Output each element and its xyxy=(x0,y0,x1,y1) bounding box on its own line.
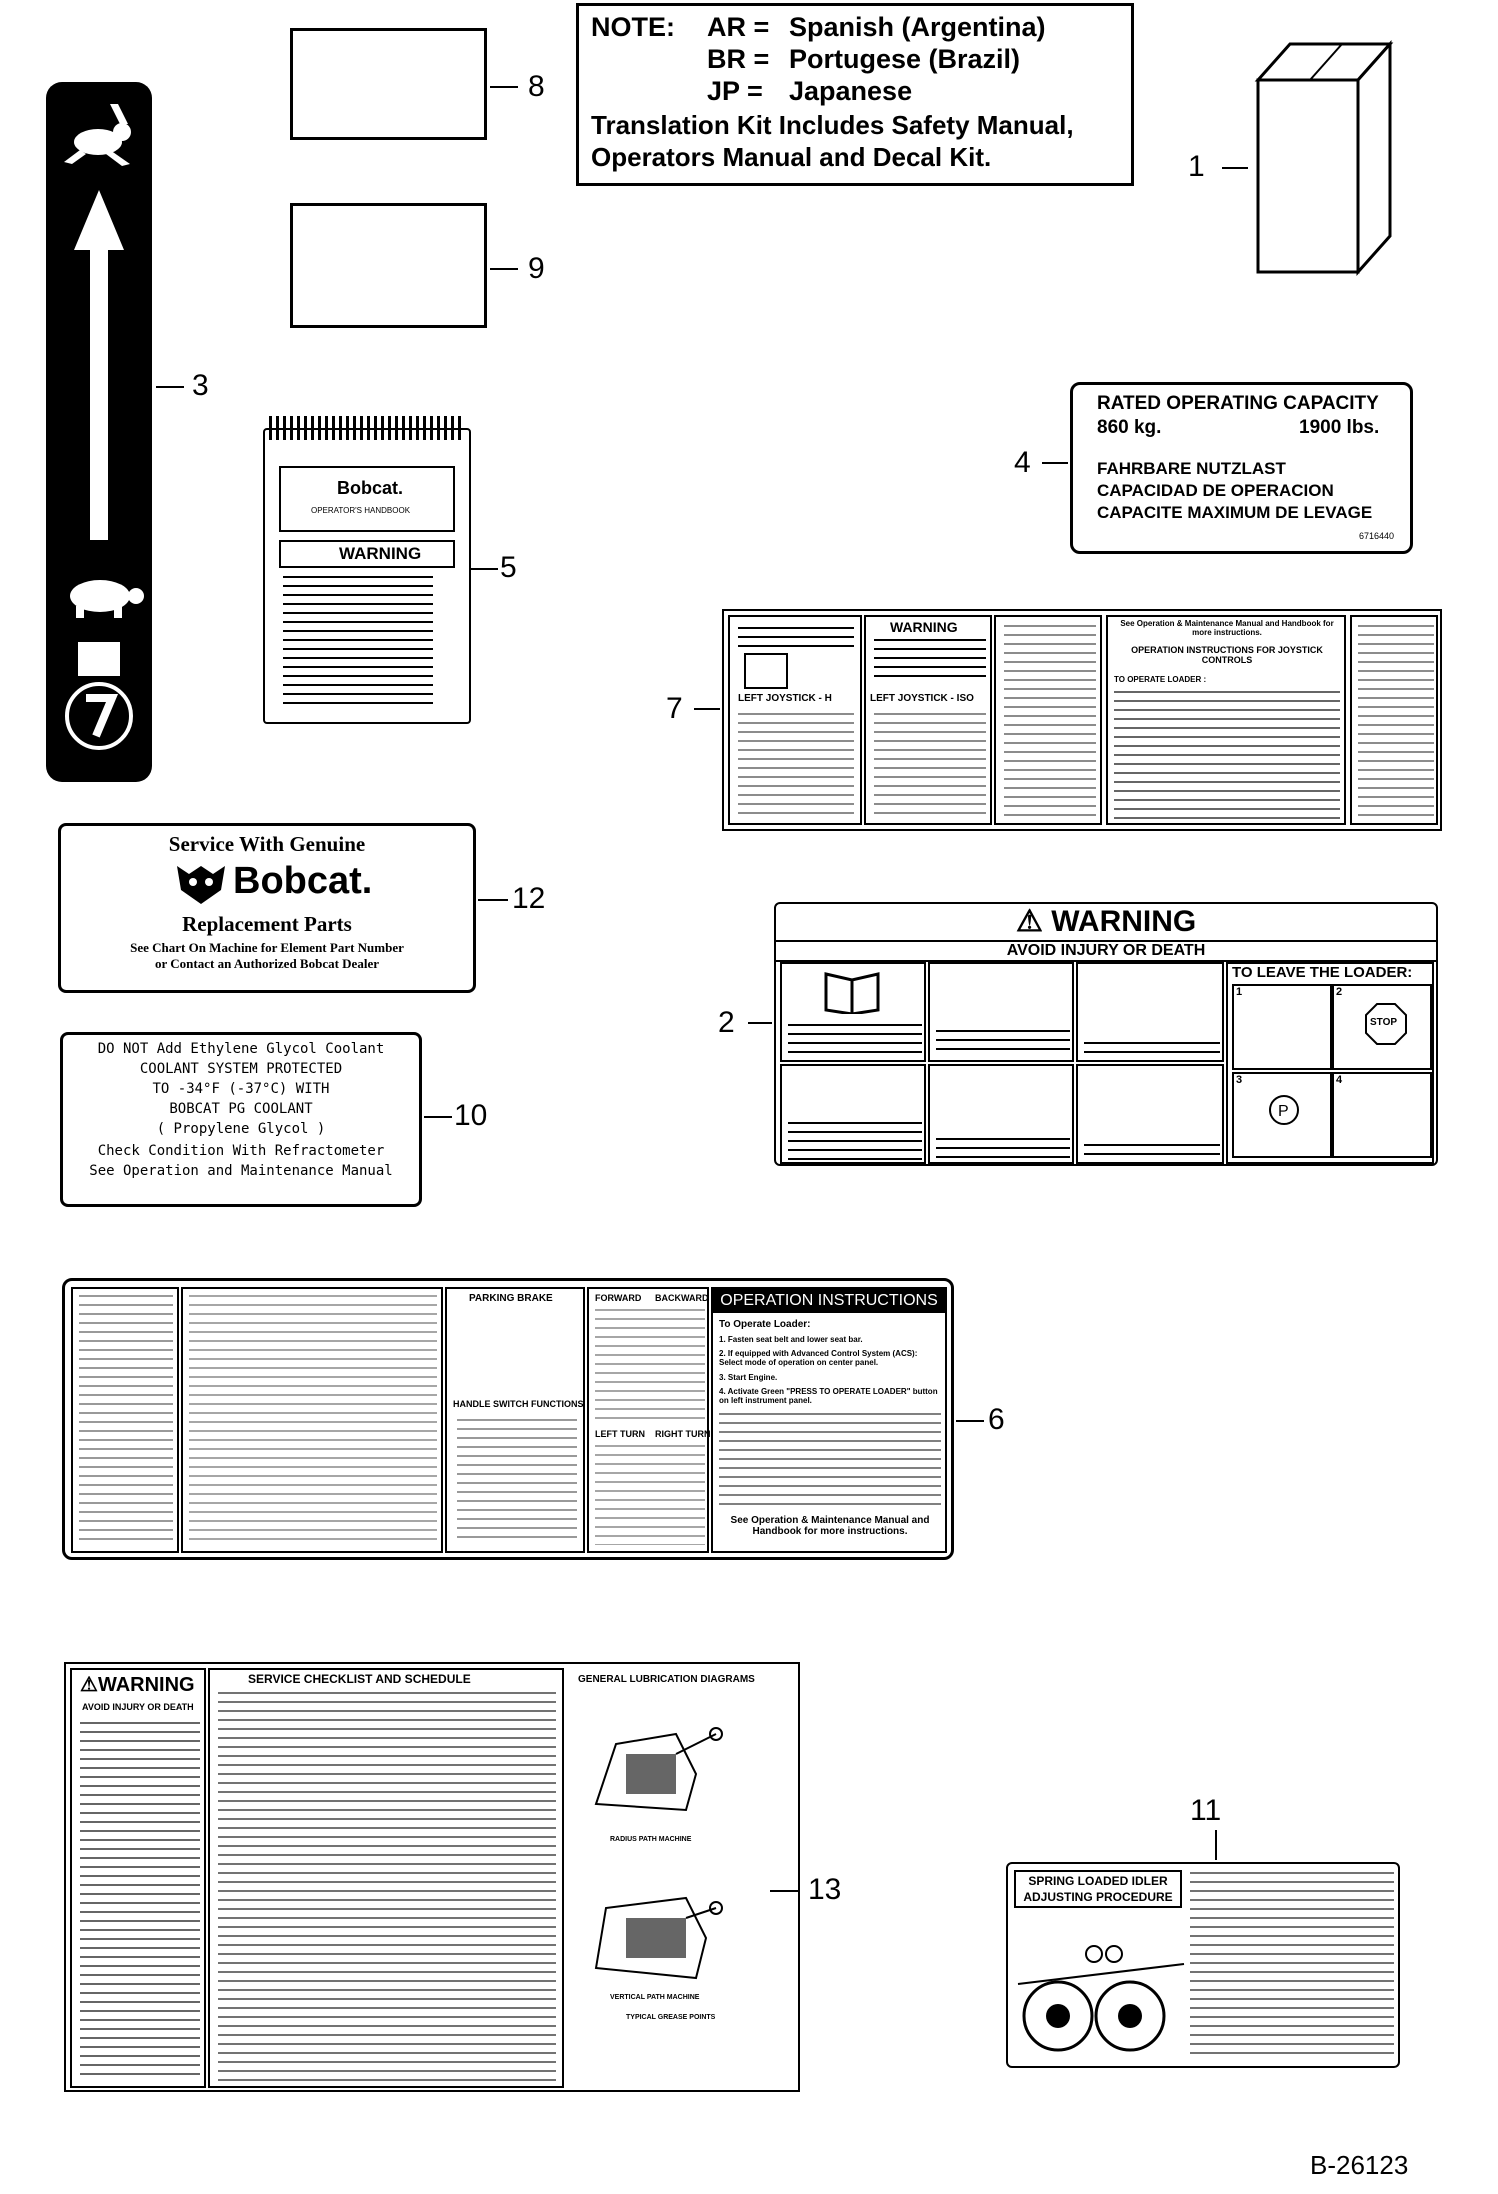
service-warning-icon: ⚠ xyxy=(80,1674,98,1696)
op-left-turn: LEFT TURN xyxy=(595,1429,645,1439)
warning2-cell-equipment xyxy=(928,1064,1074,1164)
warning2-cell-seatbelt xyxy=(928,962,1074,1062)
op-forward: FORWARD xyxy=(595,1293,642,1303)
op-backward: BACKWARD xyxy=(655,1293,709,1303)
warning2-cell-travel xyxy=(780,1064,926,1164)
stop-text: STOP xyxy=(1370,1017,1398,1028)
coolant-decal xyxy=(60,1032,422,1207)
warning2-cell-manual xyxy=(780,962,926,1062)
blank-decal-8 xyxy=(290,28,487,140)
callout-6: 6 xyxy=(988,1403,1005,1436)
leave-step-2: 2 STOP xyxy=(1332,984,1432,1070)
radius-path-loader-diagram xyxy=(586,1714,736,1824)
idler-belt-diagram xyxy=(1014,1924,1194,2064)
note-lang-br: Portugese (Brazil) xyxy=(789,44,1021,74)
rabbit-icon xyxy=(60,100,138,170)
service-checklist-panel xyxy=(208,1668,564,2088)
bobcat-logo-icon xyxy=(173,860,229,906)
callout-9: 9 xyxy=(528,252,545,285)
leader-6 xyxy=(956,1420,984,1422)
leader-4 xyxy=(1042,462,1068,464)
figure-id: B-26123 xyxy=(1310,2150,1409,2180)
service-warning: ⚠WARNING xyxy=(80,1674,195,1696)
note-lang-ar: Spanish (Argentina) xyxy=(789,12,1046,42)
warning-avoid-injury-decal xyxy=(774,902,1438,1166)
genuine-line2: Replacement Parts xyxy=(182,912,352,936)
service-grease: TYPICAL GREASE POINTS xyxy=(626,2014,716,2021)
service-checklist-title: SERVICE CHECKLIST AND SCHEDULE xyxy=(248,1672,471,1686)
joystick-see-manual: See Operation & Maintenance Manual and Handbook for more instructions. xyxy=(1120,619,1334,637)
rated-capacity-decal xyxy=(1070,382,1413,554)
op-footer: See Operation & Maintenance Manual and Handbook for more instructions. xyxy=(730,1515,930,1537)
leave-step-3: 3 P xyxy=(1232,1072,1332,1158)
service-radius: RADIUS PATH MACHINE xyxy=(610,1836,692,1843)
handbook-warning: WARNING xyxy=(339,544,422,563)
callout-11: 11 xyxy=(1190,1794,1222,1827)
callout-5: 5 xyxy=(500,551,517,584)
speed-arrow-icon xyxy=(74,190,124,540)
op-joystick-panel xyxy=(181,1287,443,1553)
note-box xyxy=(576,3,1134,186)
capacity-lbs: 1900 lbs. xyxy=(1299,417,1380,438)
service-warning-panel xyxy=(70,1668,206,2088)
note-code-jp: JP = xyxy=(707,76,763,106)
warning2-title xyxy=(1016,904,1196,939)
coolant-line6: Check Condition With Refractometer xyxy=(97,1143,385,1159)
warning2-leave-panel xyxy=(1226,962,1434,1164)
joystick-mid-panel xyxy=(864,615,992,825)
capacity-part: 6716440 xyxy=(1359,531,1395,541)
callout-12: 12 xyxy=(512,882,546,915)
callout-10: 10 xyxy=(454,1099,488,1132)
joystick-right-panel xyxy=(1350,615,1438,825)
handbook-brand: Bobcat. xyxy=(337,478,404,498)
idler-title-2: ADJUSTING PROCEDURE xyxy=(1023,1890,1173,1904)
engine-speed-gauge-icon xyxy=(62,640,136,760)
svg-text:P: P xyxy=(1278,1103,1289,1120)
genuine-parts-decal xyxy=(58,823,476,993)
leader-11 xyxy=(1215,1830,1217,1860)
idler-text xyxy=(1190,1872,1394,2060)
joystick-switch-panel xyxy=(994,615,1102,825)
op-title: OPERATION INSTRUCTIONS xyxy=(713,1289,945,1313)
joystick-instructions-panel xyxy=(1106,615,1346,825)
callout-3: 3 xyxy=(192,369,209,402)
handbook-cover xyxy=(279,466,455,532)
op-right-turn: RIGHT TURN xyxy=(655,1429,711,1439)
handbook-warning-banner xyxy=(279,540,455,568)
capacity-title: RATED OPERATING CAPACITY xyxy=(1097,393,1379,414)
op-travel-panel xyxy=(587,1287,709,1553)
capacity-kg: 860 kg. xyxy=(1097,417,1162,438)
note-code-ar: AR = xyxy=(707,12,770,42)
op-text-panel xyxy=(711,1287,947,1553)
leader-1 xyxy=(1222,167,1248,169)
leader-8 xyxy=(490,86,518,88)
joystick-left-panel xyxy=(728,615,862,825)
warning-triangle-icon: ⚠ xyxy=(1016,905,1043,938)
op-to-operate: To Operate Loader: xyxy=(719,1319,811,1330)
service-avoid: AVOID INJURY OR DEATH xyxy=(82,1702,194,1712)
op-step-3: 3. Start Engine. xyxy=(719,1373,778,1382)
vertical-path-loader-diagram xyxy=(586,1878,746,1988)
operation-instructions-decal xyxy=(62,1278,954,1560)
warning2-title-text: WARNING xyxy=(1051,905,1197,938)
left-joystick-iso: LEFT JOYSTICK - ISO xyxy=(870,693,974,704)
coolant-line7: See Operation and Maintenance Manual xyxy=(89,1163,393,1179)
service-checklist-decal xyxy=(64,1662,800,2092)
note-lang-jp: Japanese xyxy=(789,76,913,106)
coolant-line2: COOLANT SYSTEM PROTECTED xyxy=(139,1061,343,1077)
service-vertical: VERTICAL PATH MACHINE xyxy=(610,1994,700,2001)
callout-4: 4 xyxy=(1014,446,1031,479)
joystick-icon-1 xyxy=(744,653,788,689)
service-lube-title: GENERAL LUBRICATION DIAGRAMS xyxy=(578,1674,755,1685)
capacity-de: FAHRBARE NUTZLAST xyxy=(1097,459,1286,478)
genuine-brand: Bobcat. xyxy=(233,860,373,902)
manual-book-icon xyxy=(822,970,882,1014)
genuine-line1: Service With Genuine xyxy=(168,832,366,856)
leave-step-1: 1 xyxy=(1232,984,1332,1070)
op-step-2: 2. If equipped with Advanced Control System (ACS): Select mode of operation on center panel. xyxy=(719,1349,918,1367)
callout-2: 2 xyxy=(718,1006,735,1039)
leader-13 xyxy=(770,1890,800,1892)
genuine-line3: See Chart On Machine for Element Part Number xyxy=(130,940,404,955)
handbook-text-lines xyxy=(283,576,433,706)
callout-1: 1 xyxy=(1188,150,1205,183)
leader-2 xyxy=(748,1022,772,1024)
parking-brake-icon xyxy=(1268,1094,1300,1126)
spiral-binding xyxy=(269,416,463,440)
leader-9 xyxy=(490,268,518,270)
note-label: NOTE: xyxy=(591,12,675,42)
operators-handbook xyxy=(263,428,471,724)
capacity-fr: CAPACITE MAXIMUM DE LEVAGE xyxy=(1097,503,1373,522)
op-parking: PARKING BRAKE xyxy=(469,1293,553,1304)
leader-12 xyxy=(478,899,508,901)
leave-step-4: 4 xyxy=(1332,1072,1432,1158)
joystick-warning: WARNING xyxy=(890,619,958,635)
leader-3 xyxy=(156,386,184,388)
spring-idler-decal xyxy=(1006,1862,1400,2068)
coolant-line4: BOBCAT PG COOLANT xyxy=(169,1101,313,1117)
coolant-line1: DO NOT Add Ethylene Glycol Coolant xyxy=(97,1041,385,1057)
callout-8: 8 xyxy=(528,70,545,103)
note-kit-1: Translation Kit Includes Safety Manual, xyxy=(591,110,1074,140)
idler-title-1: SPRING LOADED IDLER xyxy=(1028,1874,1168,1888)
left-joystick-h: LEFT JOYSTICK - H xyxy=(738,693,832,704)
op-handle: HANDLE SWITCH FUNCTIONS xyxy=(453,1399,584,1409)
service-lube-panel xyxy=(566,1668,798,2088)
turtle-icon xyxy=(56,570,146,620)
leader-10 xyxy=(424,1116,452,1118)
joystick-to-operate: TO OPERATE LOADER : xyxy=(1114,675,1207,684)
op-step-4: 4. Activate Green "PRESS TO OPERATE LOADER" button on left instrument panel. xyxy=(719,1387,938,1405)
callout-7: 7 xyxy=(666,692,683,725)
coolant-line5: ( Propylene Glycol ) xyxy=(156,1121,326,1137)
blank-decal-9 xyxy=(290,203,487,328)
capacity-es: CAPACIDAD DE OPERACION xyxy=(1097,481,1334,500)
leader-7 xyxy=(694,708,720,710)
idler-title-box xyxy=(1014,1870,1182,1908)
warning2-subtitle: AVOID INJURY OR DEATH xyxy=(776,940,1436,962)
genuine-line4: or Contact an Authorized Bobcat Dealer xyxy=(155,956,379,971)
op-parking-panel xyxy=(445,1287,585,1553)
note-code-br: BR = xyxy=(707,44,770,74)
joystick-op-title: OPERATION INSTRUCTIONS FOR JOYSTICK CONTROLS xyxy=(1131,645,1323,665)
warning2-leave: TO LEAVE THE LOADER: xyxy=(1232,964,1413,981)
translation-kit-box-illustration xyxy=(1250,40,1400,280)
op-left-panel xyxy=(71,1287,179,1553)
note-kit-2: Operators Manual and Decal Kit. xyxy=(591,142,992,172)
warning2-cell-feet xyxy=(1076,962,1224,1062)
op-step-1: 1. Fasten seat belt and lower seat bar. xyxy=(719,1335,863,1344)
leader-5 xyxy=(470,568,498,570)
warning2-cell-slope xyxy=(1076,1064,1224,1164)
joystick-decal xyxy=(722,609,1442,831)
callout-13: 13 xyxy=(808,1873,842,1906)
coolant-line3: TO -34°F (-37°C) WITH xyxy=(152,1081,330,1097)
handbook-subtitle: OPERATOR'S HANDBOOK xyxy=(311,506,411,515)
